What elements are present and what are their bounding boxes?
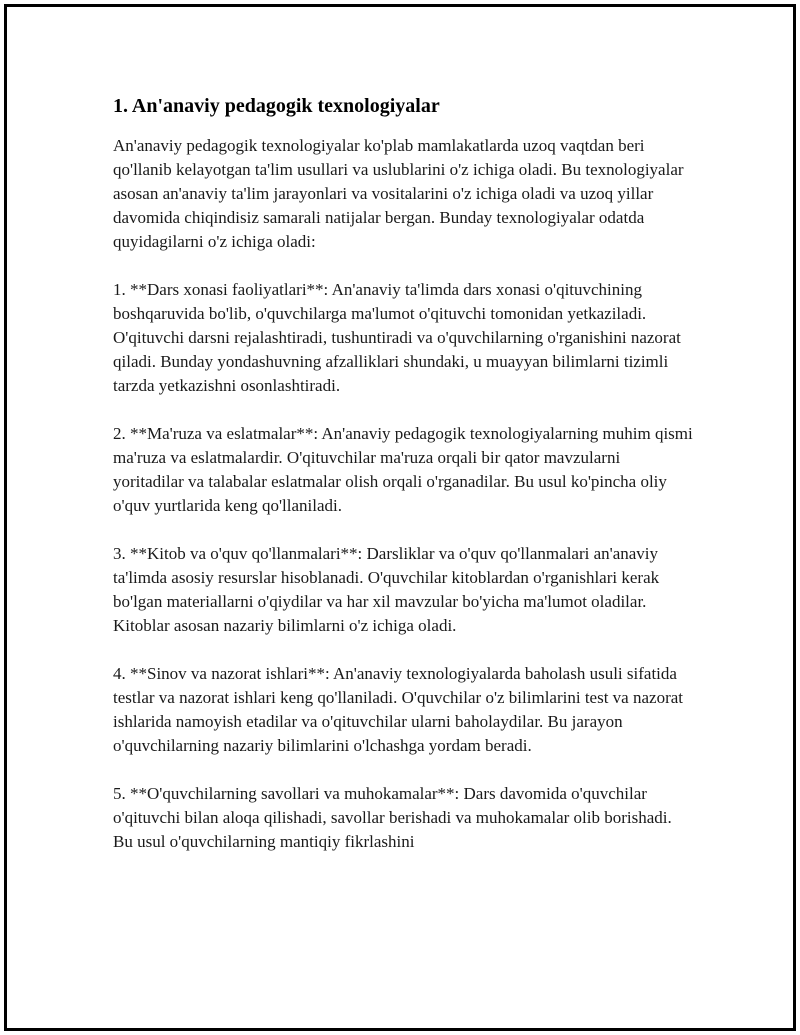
paragraph-sinov: 4. **Sinov va nazorat ishlari**: An'anaviy texnologiyalarda baholash usuli sifatida testlar va nazorat ishlari keng qo'llaniladi. O'quvchilar o'z bilimlarini test va nazorat ishlarida namoyish etadilar va o'qituvchilar ularni baholaydilar. Bu jarayon o'quvchilarning nazariy bilimlarini o'lchashga yordam beradi. <box>113 664 683 755</box>
intro-paragraph: An'anaviy pedagogik texnologiyalar ko'plab mamlakatlarda uzoq vaqtdan beri qo'llanib kelayotgan ta'lim usullari va uslublarini o'z ichiga oladi. Bu texnologiyalar asosan an'anaviy ta'lim jarayonlari va vositalarini o'z ichiga oladi va uzoq yillar davomida chiqindisiz samarali natijalar bergan. Bunday texnologiyalar odatda quyidagilarni o'z ichiga oladi: <box>113 136 684 251</box>
paragraph-dars-xonasi: 1. **Dars xonasi faoliyatlari**: An'anaviy ta'limda dars xonasi o'qituvchining boshqaruvida bo'lib, o'quvchilarga ma'lumot o'qituvchi tomonidan yetkaziladi. O'qituvchi darsni rejalashtiradi, tushuntiradi va o'quvchilarning o'rganishini nazorat qiladi. Bunday yondashuvning afzalliklari shundaki, u muayyan bilimlarni tizimli tarzda yetkazishni osonlashtiradi. <box>113 280 681 395</box>
paragraph-maruza: 2. **Ma'ruza va eslatmalar**: An'anaviy pedagogik texnologiyalarning muhim qismi ma'ruza va eslatmalardir. O'qituvchilar ma'ruza orqali bir qator mavzularni yoritadilar va talabalar eslatmalar olish orqali o'rganadilar. Bu usul ko'pincha oliy o'quv yurtlarida keng qo'llaniladi. <box>113 424 693 515</box>
document-title: 1. An'anaviy pedagogik texnologiyalar <box>113 95 440 117</box>
paragraph-kitob: 3. **Kitob va o'quv qo'llanmalari**: Darsliklar va o'quv qo'llanmalari an'anaviy ta'limda asosiy resurslar hisoblanadi. O'quvchilar kitoblardan o'rganishlari kerak bo'lgan materiallarni o'qiydilar va har xil mavzular bo'yicha ma'lumot oladilar. Kitoblar asosan nazariy bilimlarni o'z ichiga oladi. <box>113 544 660 635</box>
paragraph-savollar: 5. **O'quvchilarning savollari va muhokamalar**: Dars davomida o'quvchilar o'qituvchi bilan aloqa qilishadi, savollar berishadi va muhokamalar olib borishadi. Bu usul o'quvchilarning mantiqiy fikrlashini <box>113 784 672 851</box>
document-body <box>113 92 693 878</box>
